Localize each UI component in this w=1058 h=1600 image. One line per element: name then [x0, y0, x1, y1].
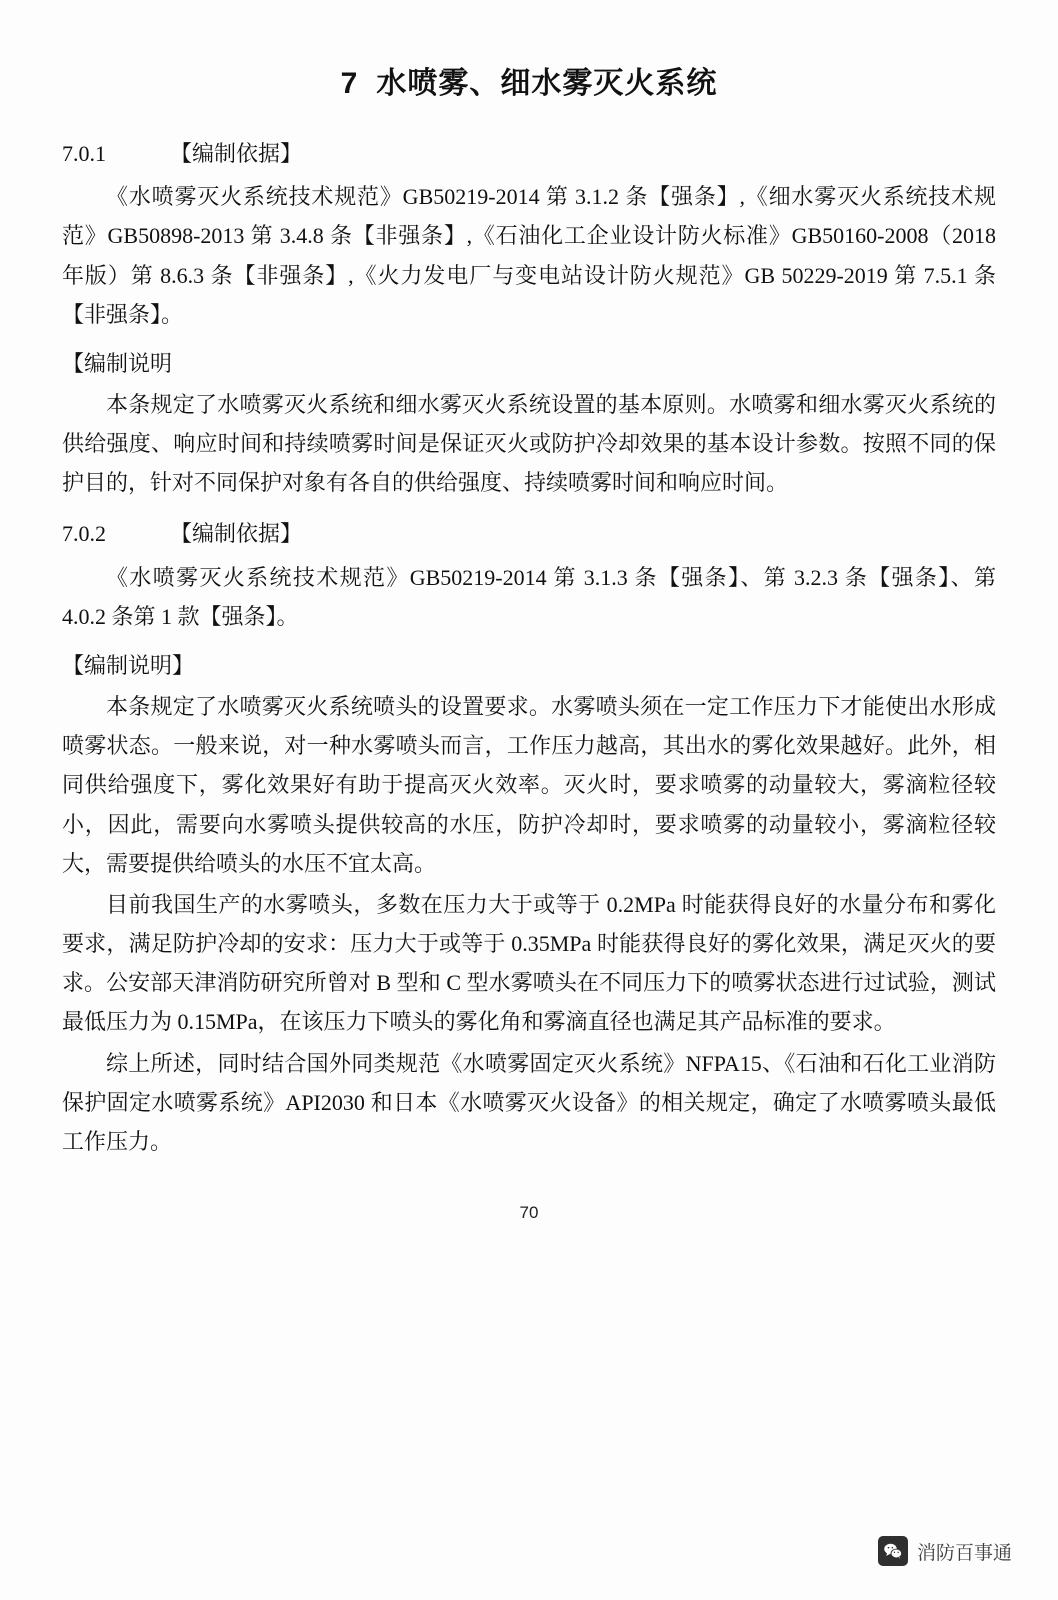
- watermark: [878, 1536, 1012, 1566]
- explanation-label-7-0-1: 【编制说明: [62, 350, 173, 376]
- clause-title-7-0-1: 【编制依据】: [170, 141, 303, 166]
- clause-body-7-0-1: 《水喷雾灭火系统技术规范》GB50219-2014 第 3.1.2 条【强条】,《细水雾灭火系统技术规范》GB50898-2013 第 3.4.8 条【非强条】,《石油化工企业设计防火标准》GB50160-2008（2018 年版）第 8.6.3 条【非强条】,《火力发电厂与变电站设计防火规范》GB 50229-2019 第 7.5.1 条【非强条】。: [62, 184, 996, 327]
- explanation-paragraph-7-0-2-1: 本条规定了水喷雾灭火系统喷头的设置要求。水雾喷头须在一定工作压力下才能使出水形成喷雾状态。一般来说，对一种水雾喷头而言，工作压力越高，其出水的雾化效果越好。此外，相同供给强度下，雾化效果好有助于提高灭火效率。灭火时，要求喷雾的动量较大，雾滴粒径较小，因此，需要向水雾喷头提供较高的水压，防护冷却时，要求喷雾的动量较小，雾滴粒径较大，需要提供给喷头的水压不宜太高。: [62, 694, 996, 876]
- clause-heading-7-0-2: [62, 516, 996, 551]
- explanation-paragraph-7-0-2-3: 综上所述，同时结合国外同类规范《水喷雾固定灭火系统》NFPA15、《石油和石化工业消防保护固定水喷雾系统》API2030 和日本《水喷雾灭火设备》的相关规定，确定了水喷雾喷头最低工作压力。: [62, 1050, 996, 1154]
- clause-heading-7-0-1: [62, 136, 996, 171]
- page-number: 70: [519, 1203, 539, 1223]
- page-title: [62, 58, 996, 102]
- clause-number-7-0-2: 7.0.2: [62, 521, 106, 547]
- page-title-number: 7: [340, 67, 359, 100]
- clause-body-7-0-2: 《水喷雾灭火系统技术规范》GB50219-2014 第 3.1.3 条【强条】、第 3.2.3 条【强条】、第 4.0.2 条第 1 款【强条】。: [62, 564, 996, 629]
- page-title-text: 水喷雾、细水雾灭火系统: [376, 67, 718, 100]
- watermark-label: 消防百事通: [916, 1542, 1012, 1564]
- clause-title-7-0-2: 【编制依据】: [170, 521, 303, 547]
- explanation-paragraph-7-0-1-1: 本条规定了水喷雾灭火系统和细水雾灭火系统设置的基本原则。水喷雾和细水雾灭火系统的供给强度、响应时间和持续喷雾时间是保证灭火或防护冷却效果的基本设计参数。按照不同的保护目的，针对不同保护对象有各自的供给强度、持续喷雾时间和响应时间。: [62, 392, 996, 496]
- clause-number-7-0-1: 7.0.1: [62, 141, 106, 166]
- wechat-icon: [878, 1536, 908, 1566]
- explanation-label-7-0-2: 【编制说明】: [62, 652, 195, 678]
- explanation-paragraph-7-0-2-2: 目前我国生产的水雾喷头，多数在压力大于或等于 0.2MPa 时能获得良好的水量分布和雾化要求，满足防护冷却的安求：压力大于或等于 0.35MPa 时能获得良好的雾化效果，满足灭火的要求。公安部天津消防研究所曾对 B 型和 C 型水雾喷头在不同压力下的喷雾状态进行过试验，测试最低压力为 0.15MPa，在该压力下喷头的雾化角和雾滴直径也满足其产品标准的要求。: [62, 891, 996, 1035]
